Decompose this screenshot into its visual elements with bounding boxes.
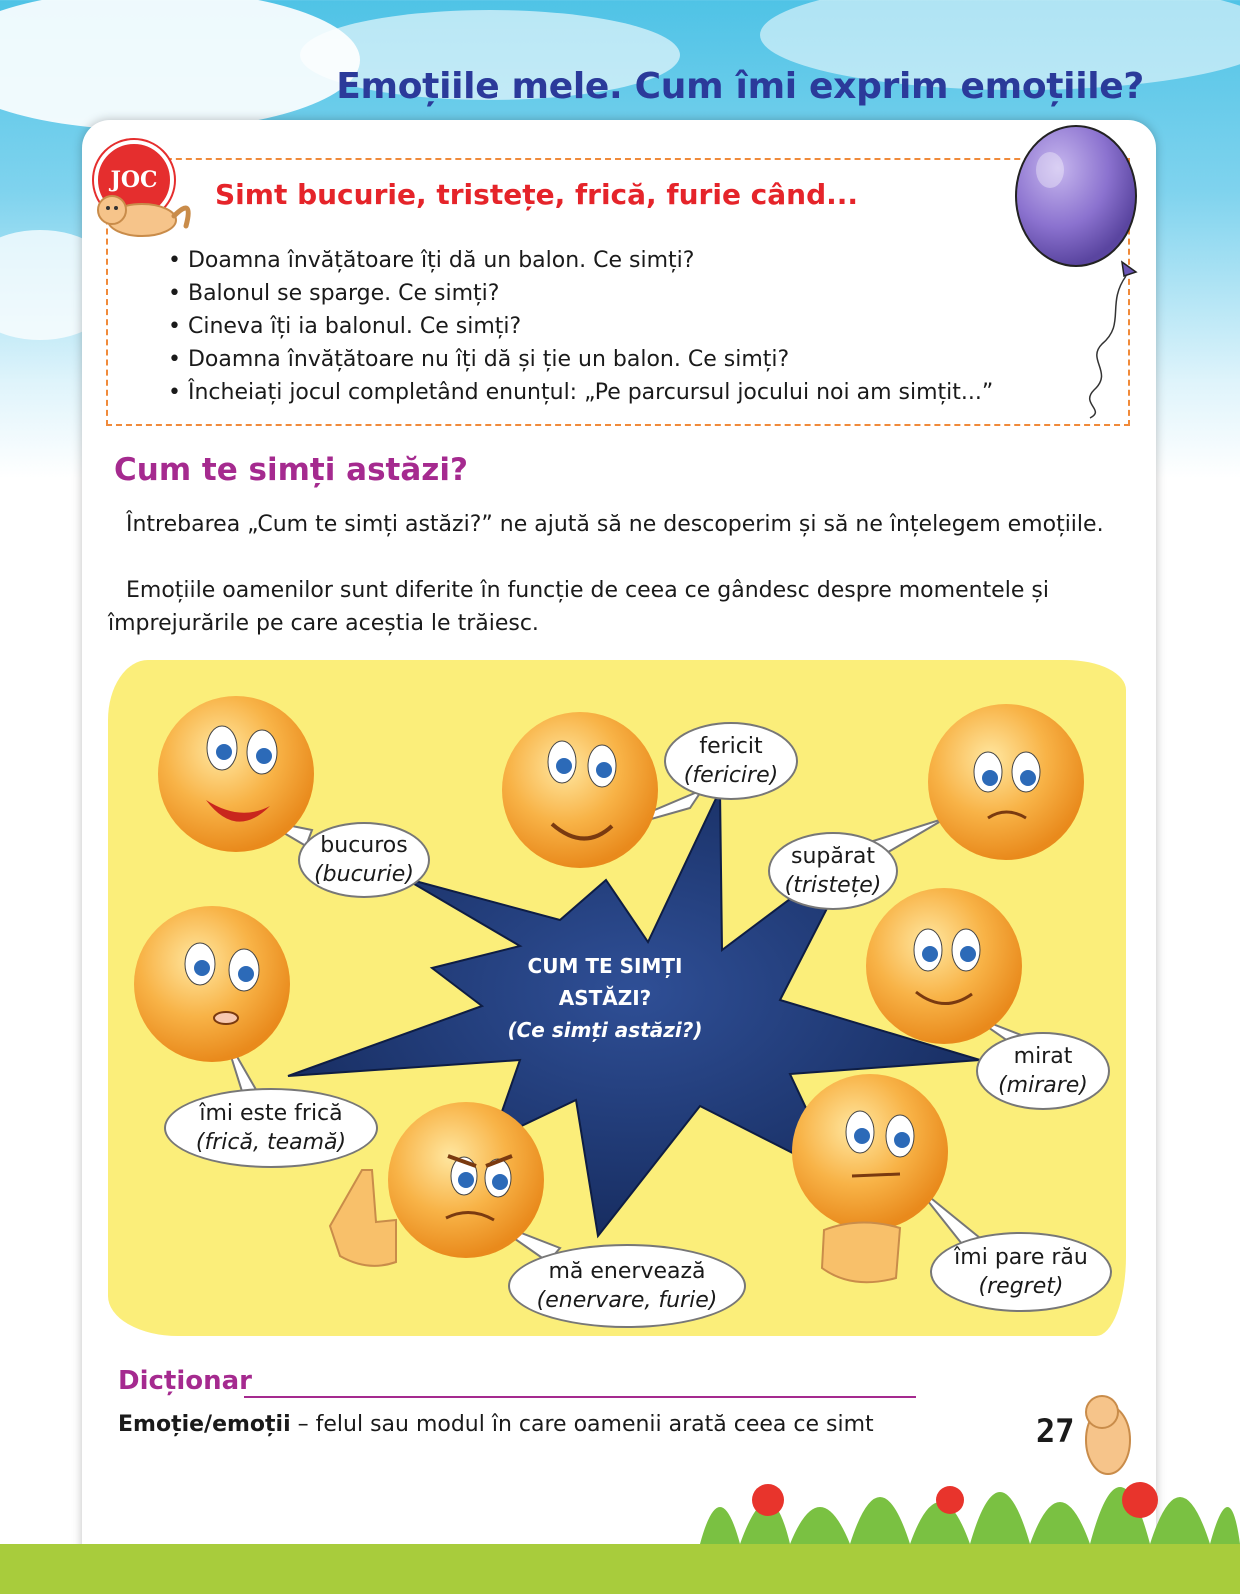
game-title: Simt bucurie, tristețe, frică, furie când... bbox=[215, 178, 859, 211]
emotion-bubble bbox=[930, 1232, 1112, 1312]
emotion-sub: (bucurie) bbox=[314, 862, 414, 887]
list-item: • Doamna învățătoare nu îți dă și ție un balon. Ce simți? bbox=[168, 343, 993, 376]
paragraph: Emoțiile oamenilor sunt diferite în funcție de ceea ce gândesc despre momentele și împrejurările pe care aceștia le trăiesc. bbox=[108, 578, 1049, 636]
emotion-bubble bbox=[664, 722, 798, 800]
emotion-sub: (tristețe) bbox=[784, 873, 882, 898]
scared-face-icon bbox=[134, 906, 290, 1062]
sad-face-icon bbox=[928, 704, 1084, 860]
happy-face-icon bbox=[158, 696, 314, 852]
emotion-label: fericit bbox=[699, 734, 763, 759]
dictionary-title: Dicționar bbox=[118, 1366, 252, 1396]
list-item: • Încheiați jocul completând enunțul: „Pe parcursul jocului noi am simțit...” bbox=[168, 376, 993, 409]
page-title: Emoțiile mele. Cum îmi exprim emoțiile? bbox=[336, 66, 1144, 107]
emotion-sub: (frică, teamă) bbox=[195, 1130, 347, 1155]
dictionary-term: Emoție/emoții bbox=[118, 1412, 291, 1437]
joc-badge: JOC bbox=[94, 140, 174, 220]
emotion-bubble bbox=[508, 1244, 746, 1328]
emotion-label: mă enervează bbox=[548, 1259, 706, 1284]
dictionary-divider bbox=[244, 1396, 916, 1398]
emotion-sub: (fericire) bbox=[683, 763, 779, 788]
emotion-label: îmi este frică bbox=[199, 1101, 343, 1126]
center-subtitle: (Ce simți astăzi?) bbox=[507, 1018, 703, 1042]
emotion-bubble bbox=[164, 1088, 378, 1168]
dictionary-definition bbox=[118, 1412, 874, 1437]
emotion-label: îmi pare rău bbox=[954, 1245, 1088, 1270]
surprised-face-icon bbox=[866, 888, 1022, 1044]
emotion-label: bucuros bbox=[320, 833, 408, 858]
grass-decoration-icon bbox=[700, 1482, 1240, 1544]
emotion-sub: (regret) bbox=[978, 1274, 1064, 1299]
emotion-label: mirat bbox=[1013, 1044, 1073, 1069]
center-line: CUM TE SIMȚI bbox=[527, 954, 683, 978]
paragraph: Întrebarea „Cum te simți astăzi?” ne ajută să ne descoperim și să ne înțelegem emoțiile. bbox=[126, 512, 1104, 537]
center-question bbox=[470, 950, 740, 1046]
page-number: 27 bbox=[1036, 1412, 1075, 1450]
emotion-sub: (mirare) bbox=[998, 1073, 1088, 1098]
emotion-sub: (enervare, furie) bbox=[536, 1288, 718, 1313]
cat-sitting-icon bbox=[1086, 1396, 1130, 1474]
emotion-bubble bbox=[298, 822, 430, 898]
list-item: • Cineva îți ia balonul. Ce simți? bbox=[168, 310, 993, 343]
center-line: ASTĂZI? bbox=[558, 986, 652, 1010]
dictionary-text: – felul sau modul în care oamenii arată ceea ce simt bbox=[290, 1412, 874, 1437]
emotion-bubble bbox=[768, 832, 898, 910]
emotion-label: supărat bbox=[790, 844, 875, 869]
section-title: Cum te simți astăzi? bbox=[114, 452, 468, 488]
list-item: • Balonul se sparge. Ce simți? bbox=[168, 277, 993, 310]
cheerful-face-icon bbox=[502, 712, 658, 868]
emotion-bubble bbox=[976, 1032, 1110, 1110]
list-item: • Doamna învățătoare îți dă un balon. Ce simți? bbox=[168, 244, 993, 277]
regret-face-icon bbox=[792, 1074, 948, 1282]
